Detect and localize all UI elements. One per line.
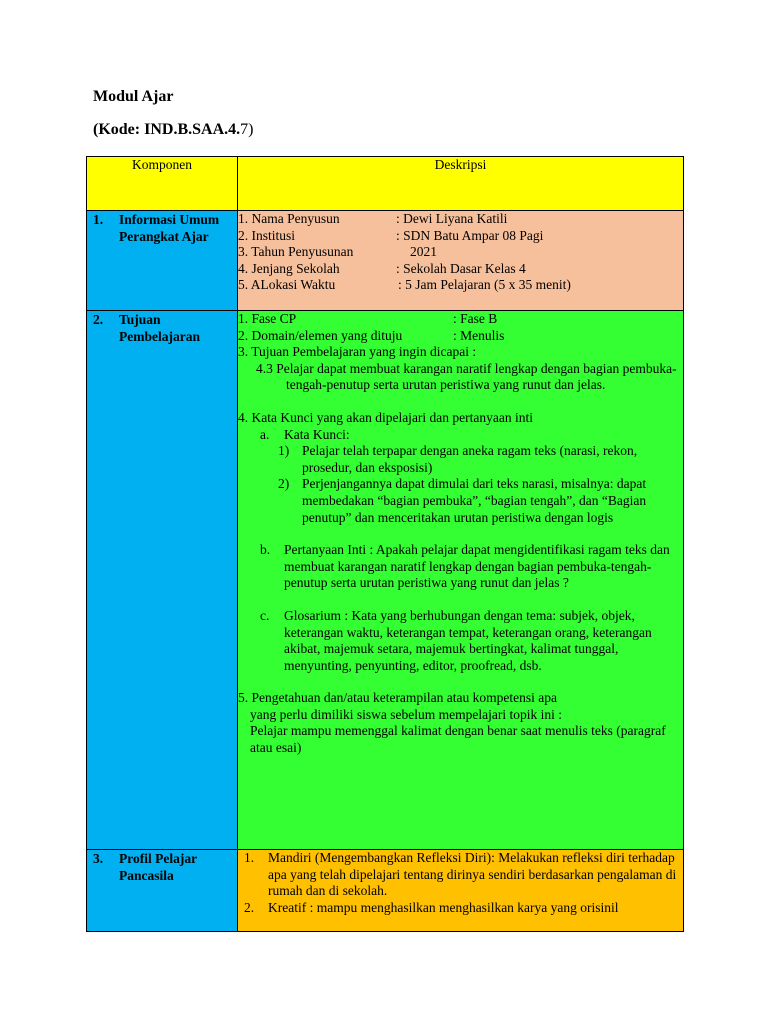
module-code — [93, 121, 253, 139]
info-institusi: 2. Institusi : SDN Batu Ampar 08 Pagi — [238, 227, 544, 243]
table-row-tujuan-pembelajaran — [87, 311, 684, 850]
info-jenjang-sekolah: 4. Jenjang Sekolah : Sekolah Dasar Kelas 4 — [238, 260, 526, 276]
module-code-value: IND.B.SAA.4. — [144, 121, 241, 138]
pengetahuan-prasyarat: Pelajar mampu memenggal kalimat dengan benar saat menulis teks (paragraf atau esai) — [250, 723, 666, 756]
pengetahuan-heading-line2: yang perlu dimiliki siswa sebelum mempelajari topik ini : — [250, 706, 562, 722]
domain-elemen: 2. Domain/elemen yang dituju : Menulis — [238, 327, 505, 343]
row1-label-cell — [87, 211, 238, 311]
module-table — [86, 156, 684, 932]
row2-description-cell — [238, 311, 684, 850]
header-komponen: Komponen — [87, 157, 238, 211]
row3-number: 3. — [93, 851, 104, 866]
module-code-suffix: 7) — [240, 121, 254, 138]
table-header-row — [87, 157, 684, 211]
info-alokasi-waktu: 5. ALokasi Waktu : 5 Jam Pelajaran (5 x 35 menit) — [238, 277, 571, 293]
info-tahun-penyusunan: 3. Tahun Penyusunan 2021 — [238, 244, 437, 260]
kata-kunci-a: a. Kata Kunci: — [260, 426, 350, 442]
module-code-prefix: (Kode: — [93, 121, 145, 138]
pengetahuan-heading-line1: 5. Pengetahuan dan/atau keterampilan atau kompetensi apa — [238, 690, 558, 706]
tujuan-4-3: 4.3 Pelajar dapat membuat karangan naratif lengkap dengan bagian pembuka-tengah-penutup serta urutan peristiwa yang runut dan jelas. — [256, 360, 677, 393]
kata-kunci-item-1: 1) Pelajar telah terpapar dengan aneka ragam teks (narasi, rekon, prosedur, dan eksposisi) — [278, 443, 638, 475]
tujuan-heading: 3. Tujuan Pembelajaran yang ingin dicapai : — [238, 344, 477, 360]
row2-number: 2. — [93, 312, 104, 327]
profil-item-mandiri: 1. Mandiri (Mengembangkan Refleksi Diri): Melakukan refleksi diri terhadap apa yang telah dipelajari tentang dirinya sendiri berdasarkan pengalaman di rumah dan di sekolah. — [244, 850, 677, 899]
row3-label: Profil Pelajar Pancasila — [119, 851, 197, 883]
table-row-informasi-umum — [87, 211, 684, 311]
glosarium: c. Glosarium : Kata yang berhubungan dengan tema: subjek, objek, keterangan waktu, keterangan tempat, keterangan orang, keterangan akibat, majemuk setara, majemuk bertingkat, kalimat tunggal, menyunting, penyunting, editor, proofread, dsb. — [260, 607, 652, 673]
row3-description-cell — [238, 850, 684, 932]
document-title: Modul Ajar — [93, 88, 174, 105]
pertanyaan-inti: b. Pertanyaan Inti : Apakah pelajar dapat mengidentifikasi ragam teks dan membuat karangan naratif lengkap dengan bagian pembuka-tengah-penutup serta urutan peristiwa yang runut dan jelas ? — [260, 542, 670, 591]
profil-item-kreatif: 2. Kreatif : mampu menghasilkan menghasilkan karya yang orisinil — [244, 899, 619, 915]
header-deskripsi: Deskripsi — [238, 157, 684, 211]
kata-kunci-item-2: 2) Perjenjangannya dapat dimulai dari teks narasi, misalnya: dapat membedakan “bagian pembuka”, “bagian tengah”, dan “Bagian penutup” dan menceritakan urutan peristiwa dengan logis — [278, 476, 647, 525]
row1-description-cell — [238, 211, 684, 311]
info-nama-penyusun: 1. Nama Penyusun : Dewi Liyana Katili — [238, 211, 508, 226]
kata-kunci-heading: 4. Kata Kunci yang akan dipelajari dan pertanyaan inti — [238, 409, 534, 425]
table-row-profil-pelajar-pancasila — [87, 850, 684, 932]
fase-cp: 1. Fase CP : Fase B — [238, 311, 498, 326]
row2-label: Tujuan Pembelajaran — [119, 312, 200, 344]
row2-label-cell — [87, 311, 238, 850]
row3-label-cell — [87, 850, 238, 932]
row1-number: 1. — [93, 212, 104, 227]
row1-label: Informasi Umum Perangkat Ajar — [119, 212, 220, 244]
